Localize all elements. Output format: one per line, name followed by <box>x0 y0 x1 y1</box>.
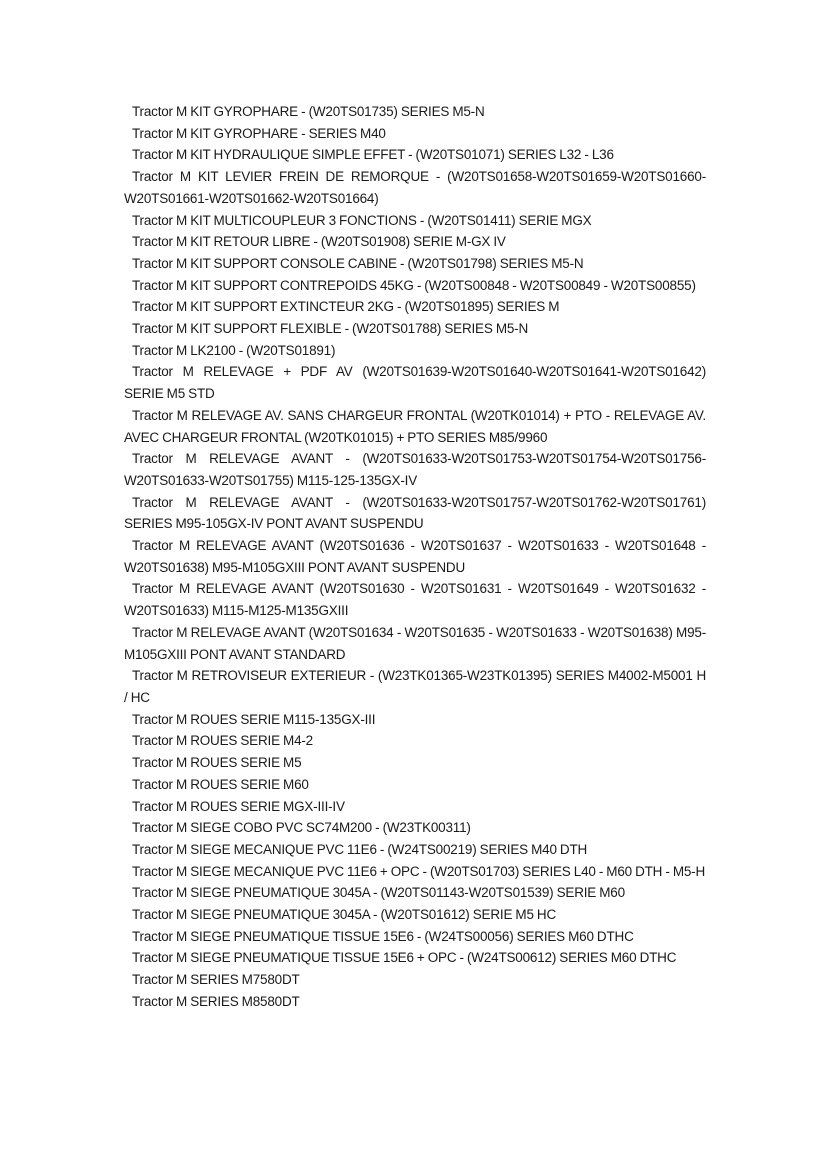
list-item: Tractor M ROUES SERIE M5 <box>132 755 302 771</box>
list-item: Tractor M RETROVISEUR EXTERIEUR - (W23TK01365-W23TK01395) SERIES M4002-M5001 H / HC <box>124 668 706 705</box>
list-item: Tractor M RELEVAGE + PDF AV (W20TS01639-W20TS01640-W20TS01641-W20TS01642) SERIE M5 STD <box>124 364 706 402</box>
list-item: Tractor M KIT LEVIER FREIN DE REMORQUE - (W20TS01658-W20TS01659-W20TS01660-W20TS01661-W20TS01662-W20TS01664) <box>124 169 706 206</box>
list-item: Tractor M KIT GYROPHARE - SERIES M40 <box>132 125 386 141</box>
list-item: Tractor M KIT HYDRAULIQUE SIMPLE EFFET - (W20TS01071) SERIES L32 - L36 <box>132 147 614 163</box>
list-item: Tractor M RELEVAGE AVANT (W20TS01630 - W20TS01631 - W20TS01649 - W20TS01632 - W20TS01633) M115-M125-M135GXIII <box>124 581 706 619</box>
list-item: Tractor M RELEVAGE AV. SANS CHARGEUR FRONTAL (W20TK01014) + PTO - RELEVAGE AV. AVEC CHARGEUR FRONTAL (W20TK01015) + PTO SERIES M85/9960 <box>124 407 706 445</box>
list-item: Tractor M SIEGE MECANIQUE PVC 11E6 - (W24TS00219) SERIES M40 DTH <box>132 841 588 857</box>
list-item: Tractor M KIT MULTICOUPLEUR 3 FONCTIONS - (W20TS01411) SERIE MGX <box>132 212 592 228</box>
list-item: Tractor M KIT SUPPORT EXTINCTEUR 2KG - (W20TS01895) SERIES M <box>132 299 560 315</box>
list-item: Tractor M KIT RETOUR LIBRE - (W20TS01908) SERIE M-GX IV <box>132 234 506 250</box>
list-item: Tractor M SIEGE MECANIQUE PVC 11E6 + OPC - (W20TS01703) SERIES L40 - M60 DTH - M5-H <box>132 863 706 879</box>
list-item: Tractor M KIT SUPPORT CONTREPOIDS 45KG - (W20TS00848 - W20TS00849 - W20TS00855) <box>132 277 696 293</box>
list-item: Tractor M KIT SUPPORT FLEXIBLE - (W20TS01788) SERIES M5-N <box>132 321 529 337</box>
list-item: Tractor M SIEGE PNEUMATIQUE TISSUE 15E6 + OPC - (W24TS00612) SERIES M60 DTHC <box>132 950 677 966</box>
list-item: Tractor M SIEGE PNEUMATIQUE 3045A - (W20TS01612) SERIE M5 HC <box>132 907 557 923</box>
list-item: Tractor M ROUES SERIE M60 <box>132 776 309 792</box>
list-item: Tractor M KIT SUPPORT CONSOLE CABINE - (W20TS01798) SERIES M5-N <box>132 255 584 271</box>
list-item: Tractor M ROUES SERIE M4-2 <box>132 733 313 749</box>
list-item: Tractor M SERIES M7580DT <box>132 972 300 988</box>
list-item: Tractor M ROUES SERIE M115-135GX-III <box>132 711 376 727</box>
document-body <box>124 101 706 1013</box>
list-item: Tractor M RELEVAGE AVANT - (W20TS01633-W20TS01757-W20TS01762-W20TS01761) SERIES M95-105GX-IV PONT AVANT SUSPENDU <box>124 494 706 532</box>
list-item: Tractor M SIEGE PNEUMATIQUE 3045A - (W20TS01143-W20TS01539) SERIE M60 <box>132 885 625 901</box>
list-item: Tractor M RELEVAGE AVANT - (W20TS01633-W20TS01753-W20TS01754-W20TS01756-W20TS01633-W20TS01755) M115-125-135GX-IV <box>124 451 706 488</box>
list-item: Tractor M LK2100 - (W20TS01891) <box>132 342 336 358</box>
list-item: Tractor M SIEGE PNEUMATIQUE TISSUE 15E6 - (W24TS00056) SERIES M60 DTHC <box>132 928 634 944</box>
list-item: Tractor M RELEVAGE AVANT (W20TS01636 - W20TS01637 - W20TS01633 - W20TS01648 - W20TS01638) M95-M105GXIII PONT AVANT SUSPENDU <box>124 538 706 575</box>
list-item: Tractor M ROUES SERIE MGX-III-IV <box>132 798 345 814</box>
list-item: Tractor M RELEVAGE AVANT (W20TS01634 - W20TS01635 - W20TS01633 - W20TS01638) M95-M105GXIII PONT AVANT STANDARD <box>124 624 706 662</box>
list-item: Tractor M SERIES M8580DT <box>132 993 300 1009</box>
list-item: Tractor M KIT GYROPHARE - (W20TS01735) SERIES M5-N <box>132 104 485 119</box>
list-item: Tractor M SIEGE COBO PVC SC74M200 - (W23TK00311) <box>132 820 471 836</box>
